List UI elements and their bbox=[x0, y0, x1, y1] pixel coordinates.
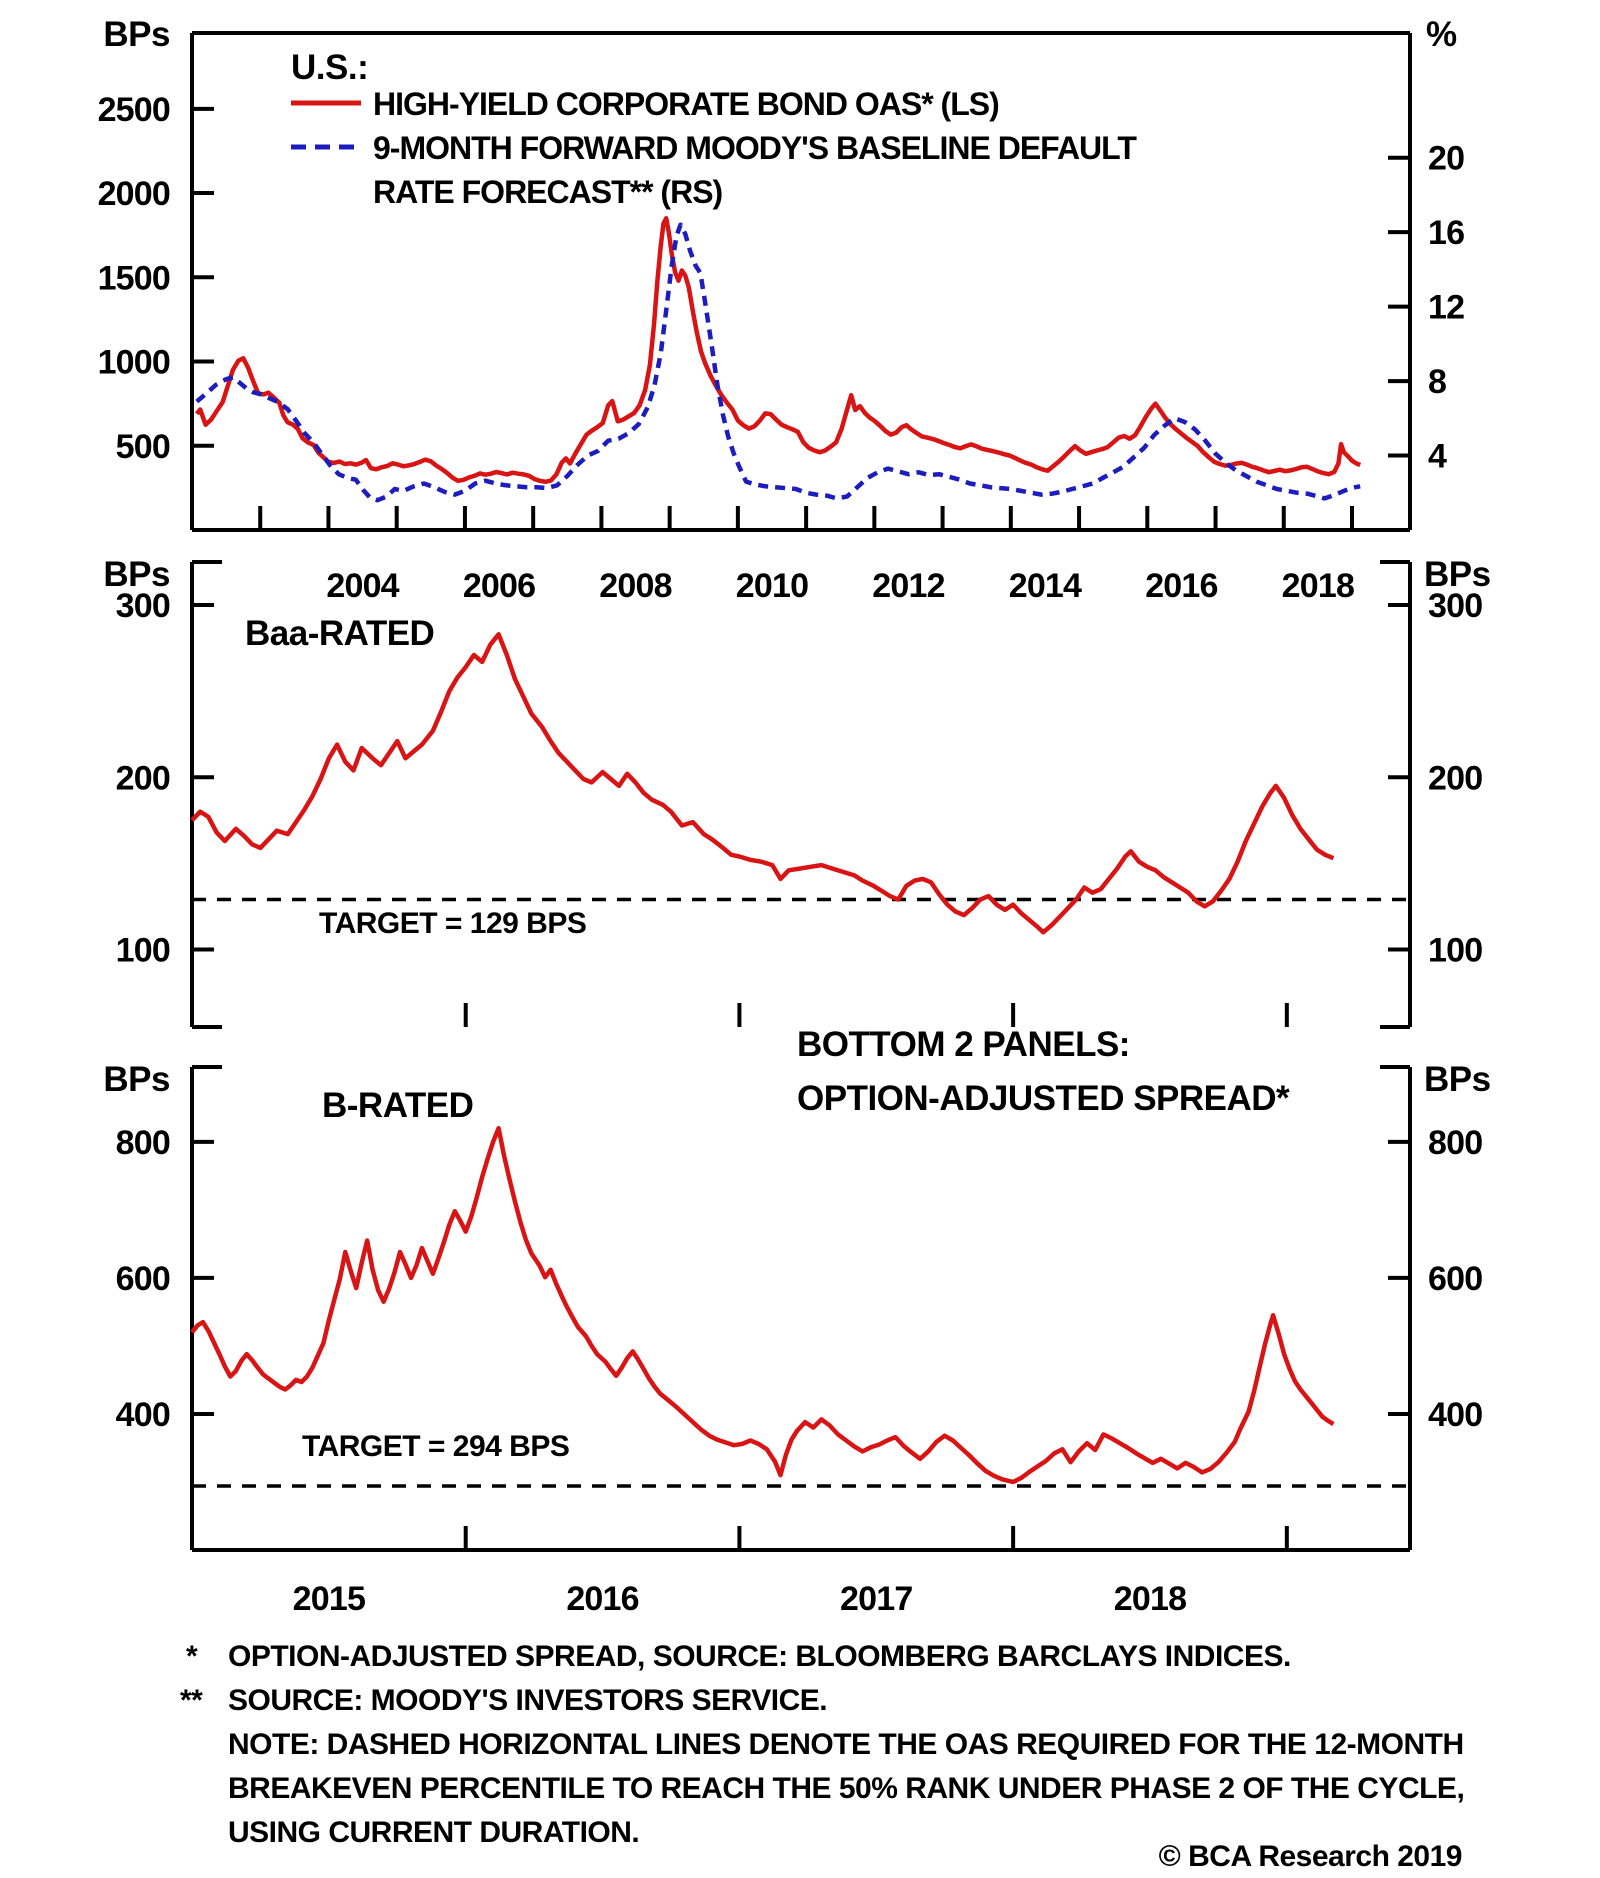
bottom-panels-annotation-line-1: BOTTOM 2 PANELS: bbox=[797, 1025, 1130, 1064]
middle-left-tick-label: 100 bbox=[115, 931, 170, 970]
top-left-tick-label: 2000 bbox=[97, 175, 170, 214]
bottom-year-label: 2017 bbox=[840, 1580, 913, 1618]
bottom-left-tick-label: 800 bbox=[115, 1123, 170, 1162]
bottom-right-axis-unit: BPs bbox=[1424, 1060, 1491, 1099]
middle-panel-title: Baa-RATED bbox=[245, 614, 435, 653]
top-right-axis-unit: % bbox=[1426, 15, 1457, 54]
top-right-tick-label: 20 bbox=[1428, 139, 1465, 178]
bottom-left-tick-label: 400 bbox=[115, 1395, 170, 1434]
top-year-label: 2018 bbox=[1281, 567, 1355, 605]
middle-series-solid-red bbox=[192, 634, 1333, 932]
middle-right-tick-label: 100 bbox=[1428, 931, 1483, 970]
top-year-label: 2006 bbox=[462, 567, 536, 605]
bottom-target-label: TARGET = 294 BPS bbox=[302, 1430, 570, 1463]
middle-right-tick-label: 200 bbox=[1428, 759, 1483, 798]
top-year-label: 2004 bbox=[326, 567, 399, 605]
middle-left-tick-label: 300 bbox=[115, 587, 170, 626]
footnote-note-line-2: BREAKEVEN PERCENTILE TO REACH THE 50% RANK UNDER PHASE 2 OF THE CYCLE, bbox=[228, 1772, 1465, 1805]
middle-target-label: TARGET = 129 BPS bbox=[319, 907, 587, 940]
bottom-right-tick-label: 600 bbox=[1428, 1259, 1483, 1298]
footnote-note-line-3: USING CURRENT DURATION. bbox=[228, 1816, 640, 1849]
middle-right-tick-label: 300 bbox=[1428, 587, 1483, 626]
bottom-left-axis-unit: BPs bbox=[103, 1060, 170, 1099]
top-year-label: 2012 bbox=[872, 567, 945, 605]
top-series-solid-red bbox=[197, 218, 1360, 482]
top-year-label: 2014 bbox=[1008, 567, 1082, 605]
footnote-1: OPTION-ADJUSTED SPREAD, SOURCE: BLOOMBERG BARCLAYS INDICES. bbox=[228, 1640, 1291, 1673]
legend-line-3: RATE FORECAST** (RS) bbox=[373, 174, 723, 210]
footnote-2: SOURCE: MOODY'S INVESTORS SERVICE. bbox=[228, 1684, 828, 1717]
middle-right-axis-unit: BPs bbox=[1424, 555, 1491, 594]
top-series-dashed-blue bbox=[197, 225, 1360, 501]
legend-line-2: 9-MONTH FORWARD MOODY'S BASELINE DEFAULT bbox=[373, 130, 1136, 166]
bottom-panels-annotation-line-2: OPTION-ADJUSTED SPREAD* bbox=[797, 1079, 1290, 1118]
top-year-label: 2010 bbox=[735, 567, 809, 605]
top-left-axis-unit: BPs bbox=[103, 15, 170, 54]
bottom-year-label: 2015 bbox=[292, 1580, 366, 1618]
middle-left-axis-unit: BPs bbox=[103, 555, 170, 594]
bottom-left-tick-label: 600 bbox=[115, 1259, 170, 1298]
top-right-tick-label: 8 bbox=[1428, 363, 1447, 402]
top-right-tick-label: 12 bbox=[1428, 288, 1465, 327]
top-left-tick-label: 500 bbox=[115, 427, 170, 466]
bottom-right-tick-label: 800 bbox=[1428, 1123, 1483, 1162]
middle-left-tick-label: 200 bbox=[115, 759, 170, 798]
legend-line-1: HIGH-YIELD CORPORATE BOND OAS* (LS) bbox=[373, 86, 999, 122]
top-right-tick-label: 16 bbox=[1428, 214, 1465, 253]
footnote-2-marker: ** bbox=[180, 1684, 203, 1717]
top-left-tick-label: 1000 bbox=[97, 343, 170, 382]
bottom-series-solid-red bbox=[192, 1128, 1333, 1482]
top-left-tick-label: 1500 bbox=[97, 259, 170, 298]
bottom-panel-title: B-RATED bbox=[322, 1086, 474, 1125]
top-year-label: 2016 bbox=[1145, 567, 1218, 605]
bottom-year-label: 2016 bbox=[566, 1580, 639, 1618]
top-right-tick-label: 4 bbox=[1428, 437, 1447, 476]
top-year-label: 2008 bbox=[599, 567, 672, 605]
copyright: © BCA Research 2019 bbox=[1158, 1840, 1462, 1873]
footnote-note-line-1: NOTE: DASHED HORIZONTAL LINES DENOTE THE OAS REQUIRED FOR THE 12-MONTH bbox=[228, 1728, 1464, 1761]
bottom-year-label: 2018 bbox=[1113, 1580, 1187, 1618]
top-left-tick-label: 2500 bbox=[97, 90, 170, 129]
series-layer bbox=[192, 218, 1360, 1482]
bottom-right-tick-label: 400 bbox=[1428, 1395, 1483, 1434]
legend-title: U.S.: bbox=[291, 48, 369, 87]
footnote-1-marker: * bbox=[186, 1640, 198, 1673]
